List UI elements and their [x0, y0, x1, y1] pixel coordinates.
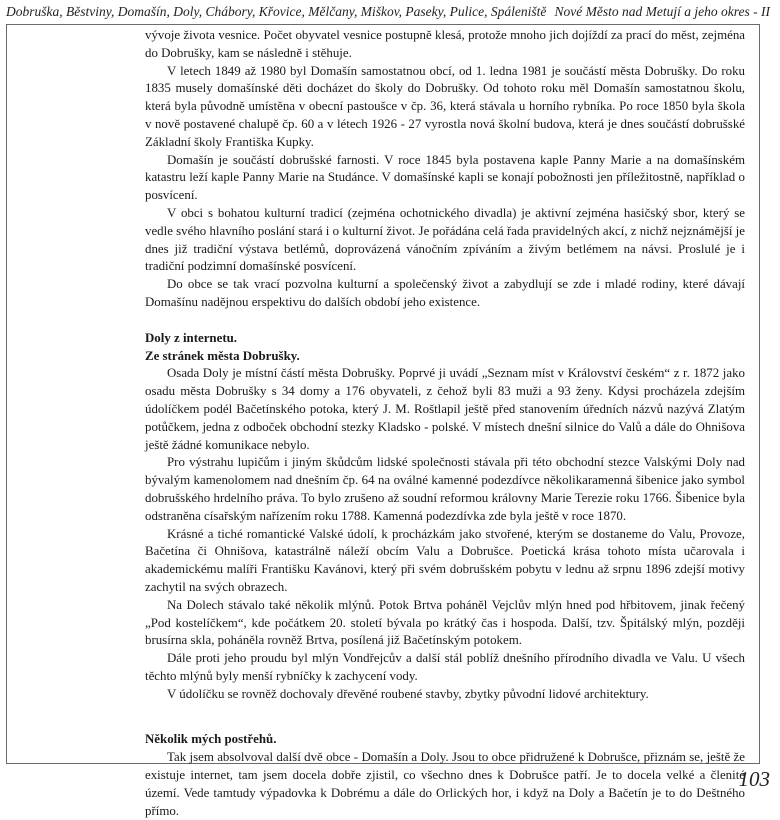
page-body — [145, 27, 745, 820]
paragraph-doly-mills: Na Dolech stávalo také několik mlýnů. Potok Brtva poháněl Vejclův mlýn hned pod hřbitovem, jinak řečený „Pod kostelíčkem“, kde počátkem 20. století bývala po krátký čas i hospoda. Další, tzv. Špitálský mlýn, později brusírna skla, poháněla rovněž Brtva, posílená již Bačetínským potokem. — [145, 597, 745, 648]
paragraph-doly-ponds: Dále proti jeho proudu byl mlýn Vondřejcův a další stál poblíž dnešního přírodního divadla ve Valu. U všech těchto mlýnů byly menší rybníčky k zachycení vody. — [145, 651, 745, 683]
paragraph-domasin-parish: Domašín je součástí dobrušské farnosti. V roce 1845 byla postavena kaple Panny Marie a na domašínském katastru leží kaple Panny Marie na Studánce. V domašínské kapli se konají pobožnosti jen příležitostně, například o posvícení. — [145, 152, 745, 203]
paragraph-doly-architecture: V údolíčku se rovněž dochovaly dřevěné roubené stavby, zbytky původní lidové architektury. — [167, 686, 649, 701]
section-spacer — [145, 703, 745, 731]
running-header-left: Dobruška, Běstviny, Domašín, Doly, Chábory, Křovice, Mělčany, Miškov, Paseky, Pulice, Spáleniště — [6, 4, 547, 19]
section-spacer — [145, 312, 745, 330]
section-subheading-source: Ze stránek města Dobrušky. — [145, 348, 300, 363]
section-heading-observations: Několik mých postřehů. — [145, 732, 277, 747]
running-header-right: Nové Město nad Metují a jeho okres - II — [554, 4, 770, 19]
paragraph-domasin-culture: V obci s bohatou kulturní tradicí (zejména ochotnického divadla) je aktivní zejména hasičský sbor, který se vedle svého hlavního poslání stará i o kulturní život. Je pořádána celá řada pravidelných akcí, z nichž nejznámější je dnes již tradiční výstava betlémů, doprovázená vánočním zpíváním a živým betlémem na návsi. Proslulé je i tradiční podzimní domašínské posvícení. — [145, 205, 745, 274]
paragraph-domasin-history: V letech 1849 až 1980 byl Domašín samostatnou obcí, od 1. ledna 1981 je součástí města Dobrušky. Do roku 1835 musely domašínské děti docházet do školy do Dobrušky. Od tohoto roku měl Domašín samostatnou školu, která byla původně umístěna v obecní pastoušce v čp. 36, která stávala u horního rybníka. Po roce 1850 byla škola v nově postavené chalupě čp. 60 a v létech 1926 - 27 vyrostla nová školní budova, která je dnes součástí dobrušské Základní školy Františka Kupky. — [145, 63, 745, 149]
running-header — [6, 4, 770, 24]
paragraph-continued: vývoje života vesnice. Počet obyvatel vesnice postupně klesá, protože mnoho jich dojíždí za prací do měst, zejména do Dobrušky, kam se následně i stěhuje. — [145, 28, 745, 60]
paragraph-doly-valley: Krásné a tiché romantické Valské údolí, k procházkám jako stvořené, kterým se dostaneme do Valu, Provoze, Bačetína či Ohnišova, katastrálně náleží obcím Valu a Dobrušce. Poetická krása tohoto místa učarovala i akademickému malíři Františku Kavánovi, který při svém dobrušském pobytu v lednu až srpnu 1896 zdejší motivy zachytil na svých obrazech. — [145, 526, 745, 594]
page-number: 103 — [738, 767, 770, 791]
paragraph-observations: Tak jsem absolvoval další dvě obce - Domašín a Doly. Jsou to obce přidružené k Dobrušce, přiznám se, ještě že existuje internet, tam jsem docela dobře zjistil, co všechno dnes k Dobrušce patří. Je to docela velké a členité území. Vede tamtudy výpadovka k Dobrému a dále do Orlických hor, i když na Doly a Bačetín je to do Deštného přímo. — [145, 750, 745, 818]
paragraph-domasin-outlook: Do obce se tak vrací pozvolna kulturní a společenský život a zabydlují se zde i mladé rodiny, které dávají Domašínu nadějnou erspektivu do dalších období jeho existence. — [145, 277, 745, 309]
paragraph-doly-gallows: Pro výstrahu lupičům i jiným škůdcům lidské společnosti stávala při této obchodní stezce Valskými Doly nad bývalým kamenolomem nad dnešním čp. 64 na oválné kamenné podezdívce několikaramenná šibenice jako symbol dobrušského hrdelního práva. To bylo zrušeno až soudní reformou královny Marie Terezie roku 1766. Šibenice byla odstraněna císařským nařízením roku 1788. Kamenná podezdívka zde byla ještě v roce 1870. — [145, 455, 745, 523]
section-heading-doly: Doly z internetu. — [145, 330, 238, 345]
paragraph-doly-intro: Osada Doly je místní částí města Dobrušky. Poprvé ji uvádí „Seznam míst v Království českém“ z r. 1872 jako osadu města Dobrušky s 34 domy a 176 obyvateli, z čehož byli 83 muži a 93 ženy. Kdysi procházela zdejším údolíčkem podél Bačetínského potoka, který J. M. Roštlapil ještě před stanovením úředních názvů nazývá Zlatým potůčkem, jedna z odboček obchodní stezky Kladsko - polské. V místech dnešní silnice do Valů a dále do Ohnišova ještě žádné komunikace nebylo. — [145, 366, 745, 452]
